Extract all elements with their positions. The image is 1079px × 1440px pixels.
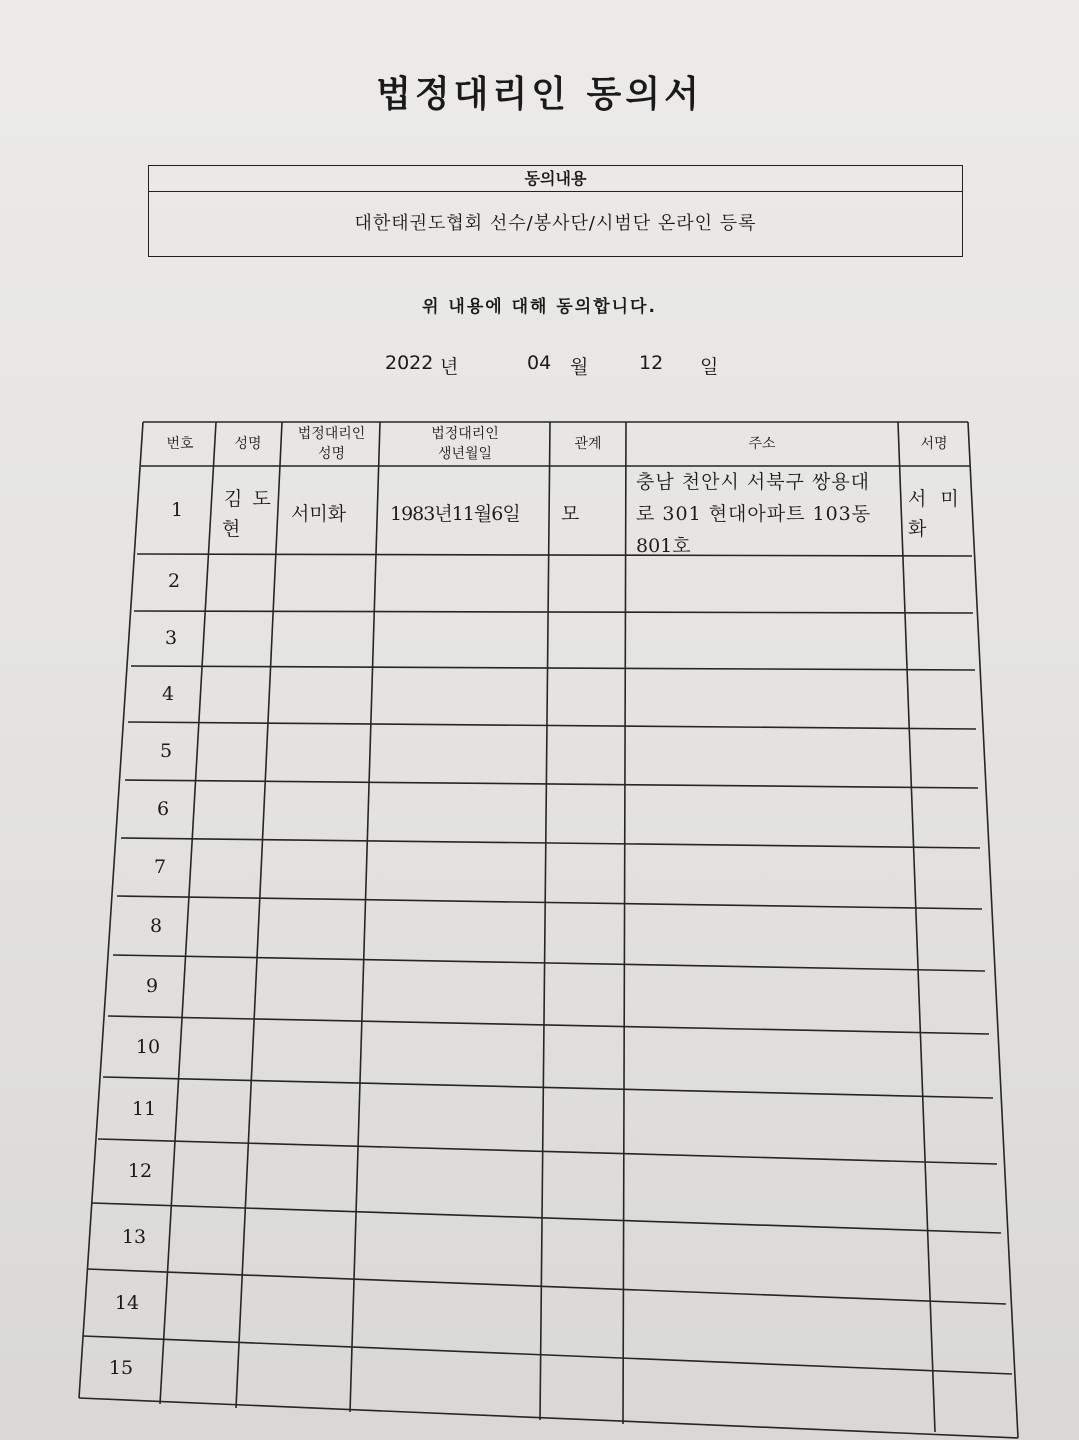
row-number: 10: [135, 1036, 161, 1058]
table-column-line: [898, 422, 935, 1432]
row-number: 13: [121, 1226, 147, 1248]
row-number: 14: [114, 1292, 140, 1314]
row-number: 4: [161, 683, 175, 705]
row1-guardian-birth: 1983년11월6일: [390, 503, 520, 525]
table-row-line: [117, 896, 982, 909]
date-year: 2022: [385, 352, 434, 374]
header-guardian-birth: [380, 424, 550, 464]
table-column-line: [623, 422, 626, 1424]
row-number: 8: [149, 915, 163, 937]
row1-relation: 모: [561, 503, 580, 525]
table-column-line: [79, 422, 143, 1398]
date-month-unit: 월: [570, 356, 589, 378]
table-row-line: [125, 780, 978, 788]
table-row-line: [121, 838, 980, 848]
row-number: 12: [127, 1160, 153, 1182]
header-guardian-name: [284, 424, 379, 464]
header-guardian-name-line1: 법정대리인: [297, 426, 366, 442]
header-address: 주소: [748, 436, 776, 452]
row1-guardian-name: 서미화: [291, 503, 347, 525]
table-row-line: [92, 1203, 1001, 1233]
table-column-line: [236, 422, 282, 1408]
header-guardian-birth-line2: 생년월일: [437, 446, 493, 462]
row1-signature-line2: 화: [908, 518, 927, 540]
consent-header: 동의내용: [149, 166, 962, 192]
document-title: 법정대리인 동의서: [376, 74, 703, 115]
header-relation: 관계: [574, 436, 602, 452]
row1-signature-line1: 서 미: [908, 488, 963, 510]
header-guardian-name-line2: 성명: [317, 446, 346, 462]
row-number: 11: [131, 1098, 157, 1120]
table-row-line: [137, 554, 972, 556]
table-row-line: [98, 1139, 997, 1164]
row-number: 3: [164, 627, 178, 649]
row-number: 2: [167, 570, 181, 592]
table-row-line: [79, 1398, 1018, 1438]
table-row-line: [108, 1016, 989, 1034]
row-number: 5: [159, 740, 173, 762]
table-row-line: [103, 1077, 993, 1098]
table-row-line: [113, 955, 985, 971]
header-signature: 서명: [920, 436, 948, 452]
table-row-line: [128, 722, 976, 729]
date-month: 04: [527, 352, 552, 374]
table-row-line: [131, 666, 975, 670]
header-no: 번호: [166, 436, 194, 452]
consent-body: 대한태권도협회 선수/봉사단/시범단 온라인 등록: [354, 213, 757, 234]
row-number: 6: [156, 798, 170, 820]
date-day: 12: [639, 352, 664, 374]
header-name: 성명: [234, 436, 262, 452]
row1-name-line1: 김 도: [224, 488, 273, 510]
row1-address-line1: 충남 천안시 서북구 쌍용대: [636, 471, 871, 493]
row1-address-line3: 801호: [636, 535, 691, 557]
table-row-line: [87, 1269, 1006, 1304]
row-number: 9: [145, 975, 159, 997]
row1-name-line2: 현: [222, 518, 241, 540]
agree-statement: 위 내용에 대해 동의합니다.: [422, 297, 657, 317]
row-number: 15: [108, 1357, 134, 1379]
date-year-unit: 년: [440, 356, 459, 378]
row-number: 7: [153, 856, 167, 878]
table-row-line: [83, 1336, 1012, 1374]
table-column-line: [350, 422, 380, 1412]
date-day-unit: 일: [700, 356, 719, 378]
header-guardian-birth-line1: 법정대리인: [431, 426, 499, 442]
table-row-line: [134, 611, 973, 613]
row1-address-line2: 로 301 현대아파트 103동: [636, 503, 872, 525]
table-column-line: [968, 422, 1018, 1438]
row1-no: 1: [170, 499, 184, 521]
table-column-line: [540, 422, 550, 1420]
